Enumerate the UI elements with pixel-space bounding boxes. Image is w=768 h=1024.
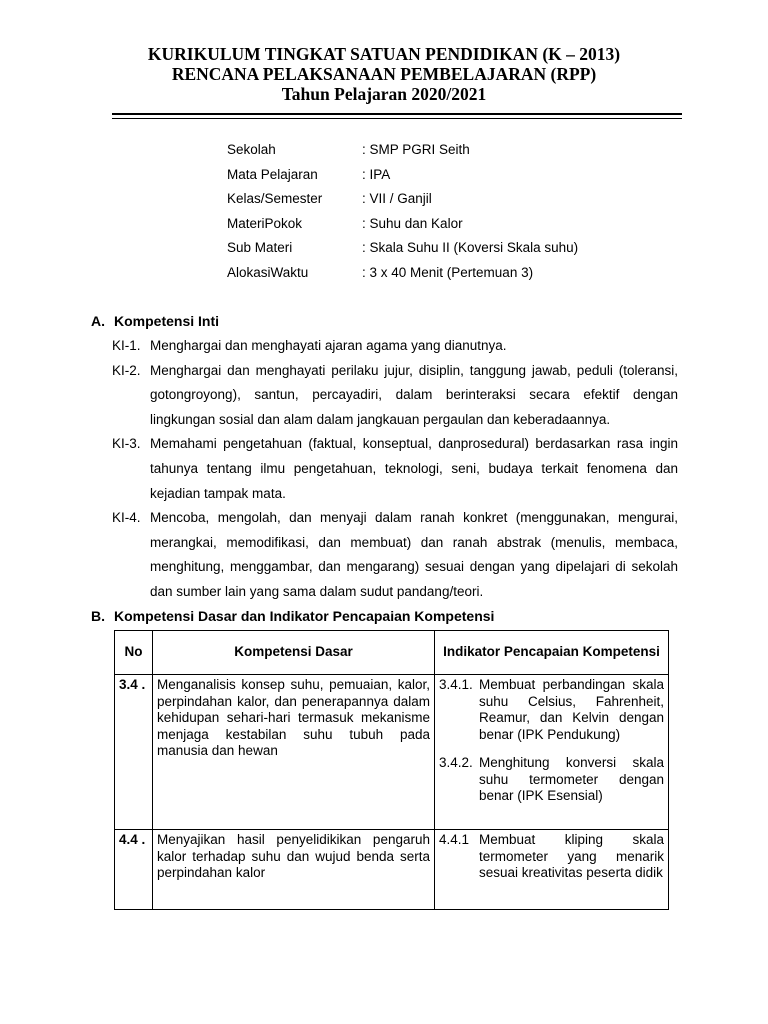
header-no: No <box>115 631 153 675</box>
basic-competency: Menganalisis konsep suhu, pemuaian, kalor, perpindahan kalor, dan penerapannya dalam kehidupan sehari-hari termasuk mekanisme menjaga kestabilan suhu tubuh pada manusia dan hewan <box>153 675 435 830</box>
list-item <box>112 506 678 604</box>
info-label: Sub Materi <box>227 240 293 256</box>
info-value: : SMP PGRI Seith <box>362 142 470 157</box>
indicator-cell <box>435 830 669 910</box>
info-row-topic <box>227 212 578 237</box>
info-value: : Suhu dan Kalor <box>362 215 463 231</box>
indicator-text: Menghitung konversi skala suhu termometer dengan benar (IPK Esensial) <box>479 755 664 803</box>
table-header-row <box>115 631 669 675</box>
ki-number: KI-3. <box>112 436 141 452</box>
header-rpp: RENCANA PELAKSANAAN PEMBELAJARAN (RPP) <box>171 64 597 84</box>
indicator-number: 3.4.1. <box>439 677 473 692</box>
indicator-text: Membuat kliping skala termometer yang menarik sesuai kreativitas peserta didik <box>479 832 664 880</box>
header-rule-thick <box>112 113 682 115</box>
header-rule-thin <box>112 118 682 119</box>
document-header <box>0 44 768 104</box>
header-year: Tahun Pelajaran 2020/2021 <box>281 84 487 104</box>
section-a-heading <box>91 311 219 331</box>
core-competency-list <box>112 334 678 605</box>
info-label: AlokasiWaktu <box>227 264 309 280</box>
competency-table <box>114 630 669 910</box>
info-row-time <box>227 261 578 286</box>
ki-text: Menghargai dan menghayati ajaran agama yang dianutnya. <box>150 338 507 353</box>
info-value: : VII / Ganjil <box>362 191 432 207</box>
info-value: : Skala Suhu II (Koversi Skala suhu) <box>362 240 579 256</box>
table-row <box>115 675 669 830</box>
ki-text: Menghargai dan menghayati perilaku jujur, disiplin, tanggung jawab, peduli (toleransi, gotongroyong), santun, percayadiri, dalam berinteraksi secara efektif dengan lingkungan sosial dan alam dalam jangkauan pergaulan dan keberadaannya. <box>150 362 678 427</box>
indicator-item <box>439 677 664 743</box>
ki-text: Mencoba, mengolah, dan menyaji dalam ranah konkret (menggunakan, mengurai, merangkai, memodifikasi, dan membuat) dan ranah abstrak (menulis, membaca, menghitung, menggambar, dan mengarang) sesuai dengan yang dipelajari di sekolah dan sumber lain yang sama dalam sudut pandang/teori. <box>150 510 678 599</box>
section-b-heading <box>91 606 494 626</box>
row-number: 4.4 . <box>115 830 153 910</box>
basic-competency: Menyajikan hasil penyelidikikan pengaruh kalor terhadap suhu dan wujud benda serta perpindahan kalor <box>153 830 435 910</box>
info-row-subject <box>227 163 578 188</box>
ki-text: Memahami pengetahuan (faktual, konseptual, danprosedural) berdasarkan rasa ingin tahunya tentang ilmu pengetahuan, teknologi, seni, budaya terkait fenomena dan kejadian tampak mata. <box>150 436 678 501</box>
indicator-number: 4.4.1 <box>439 832 470 847</box>
info-row-subtopic <box>227 236 578 261</box>
table-row <box>115 830 669 910</box>
indicator-number: 3.4.2. <box>439 755 473 770</box>
header-indicator: Indikator Pencapaian Kompetensi <box>435 631 669 675</box>
list-item <box>112 359 678 433</box>
section-letter: A. <box>91 313 105 329</box>
ki-number: KI-2. <box>112 362 141 378</box>
info-label: Sekolah <box>227 142 276 157</box>
indicator-item <box>439 755 664 805</box>
info-row-class <box>227 187 578 212</box>
identity-block <box>227 138 578 286</box>
header-competency: Kompetensi Dasar <box>153 631 435 675</box>
info-value: : IPA <box>362 166 391 182</box>
header-curriculum: KURIKULUM TINGKAT SATUAN PENDIDIKAN (K – 2013) <box>147 44 621 64</box>
indicator-item <box>439 832 664 882</box>
section-title: Kompetensi Dasar dan Indikator Pencapaian Kompetensi <box>114 608 495 624</box>
info-label: Mata Pelajaran <box>227 166 318 182</box>
row-number: 3.4 . <box>115 675 153 830</box>
info-label: MateriPokok <box>227 215 303 231</box>
section-title: Kompetensi Inti <box>114 313 220 329</box>
indicator-text: Membuat perbandingan skala suhu Celsius, Fahrenheit, Reamur, dan Kelvin dengan benar (IPK Pendukung) <box>479 677 664 742</box>
ki-number: KI-4. <box>112 510 141 526</box>
info-label: Kelas/Semester <box>227 191 323 207</box>
info-row-school <box>227 138 578 163</box>
ki-number: KI-1. <box>112 338 141 353</box>
info-value: : 3 x 40 Menit (Pertemuan 3) <box>362 264 534 280</box>
indicator-cell <box>435 675 669 830</box>
list-item <box>112 334 678 359</box>
list-item <box>112 432 678 506</box>
section-letter: B. <box>91 608 105 624</box>
